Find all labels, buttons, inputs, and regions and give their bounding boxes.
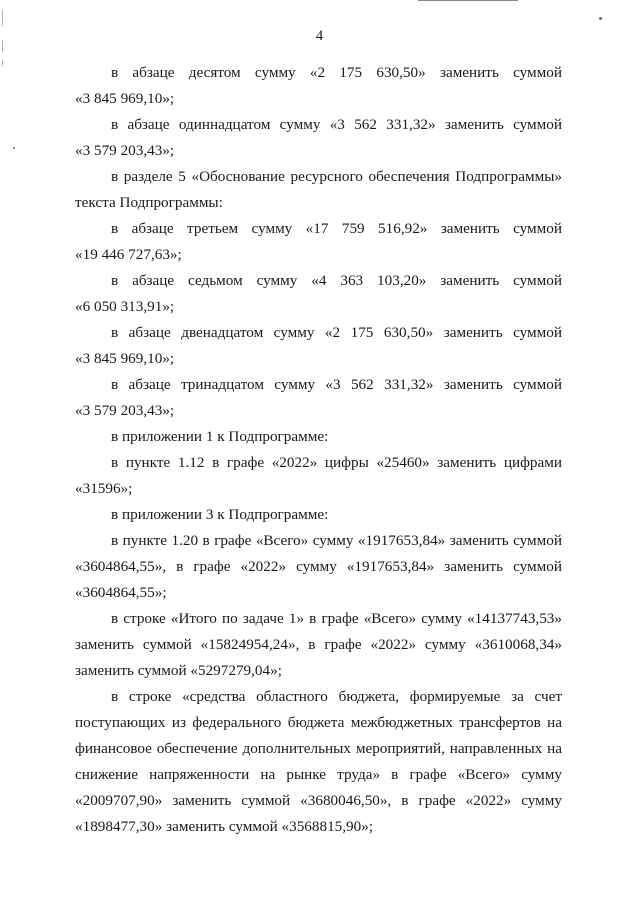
paragraph-line: в приложении 1 к Подпрограмме: [111, 428, 329, 445]
paragraph-line: снижение напряженности на рынке труда» в графе «Всего» сумму [75, 766, 562, 783]
paragraph-line: «3 579 203,43»; [75, 402, 175, 419]
paragraph [75, 450, 562, 502]
paragraph [75, 424, 562, 450]
paragraph-line: «6 050 313,91»; [75, 298, 175, 315]
paragraph-line: «3604864,55»; [75, 584, 167, 601]
paragraph-line: в разделе 5 «Обоснование ресурсного обеспечения Подпрограммы» [111, 168, 562, 185]
paragraph-line: заменить суммой «5297279,04»; [75, 662, 282, 679]
scan-edge-mark [2, 10, 3, 26]
paragraph-line: заменить суммой «15824954,24», в графе «2022» сумму «3610068,34» [75, 636, 562, 653]
paragraph-line: в абзаце тринадцатом сумму «3 562 331,32» заменить суммой [111, 376, 562, 393]
paragraph-line: в приложении 3 к Подпрограмме: [111, 506, 329, 523]
paragraph [75, 164, 562, 216]
document-body [75, 60, 562, 840]
paragraph-line: «3 845 969,10»; [75, 90, 175, 107]
paragraph-line: «3 845 969,10»; [75, 350, 175, 367]
paragraph [75, 502, 562, 528]
scan-edge-mark [2, 60, 3, 66]
paragraph [75, 216, 562, 268]
paragraph-line: «3 579 203,43»; [75, 142, 175, 159]
paragraph-line: «3604864,55», в графе «2022» сумму «1917653,84» заменить суммой [75, 558, 562, 575]
scan-speck [599, 17, 602, 20]
paragraph [75, 112, 562, 164]
paragraph-line: «2009707,90» заменить суммой «3680046,50», в графе «2022» сумму [75, 792, 562, 809]
paragraph-line: текста Подпрограммы: [75, 194, 223, 211]
paragraph [75, 268, 562, 320]
page-number: 4 [315, 28, 324, 44]
scan-edge-line [418, 0, 518, 1]
paragraph-line: поступающих из федерального бюджета межбюджетных трансфертов на [75, 714, 562, 731]
paragraph [75, 320, 562, 372]
paragraph-line: в абзаце одиннадцатом сумму «3 562 331,32» заменить суммой [111, 116, 562, 133]
paragraph [75, 606, 562, 684]
paragraph [75, 684, 562, 840]
paragraph-line: «31596»; [75, 480, 133, 497]
paragraph-line: в пункте 1.12 в графе «2022» цифры «25460» заменить цифрами [111, 454, 562, 471]
paragraph-line: в строке «средства областного бюджета, формируемые за счет [111, 688, 562, 705]
paragraph-line: «19 446 727,63»; [75, 246, 182, 263]
paragraph [75, 528, 562, 606]
paragraph [75, 372, 562, 424]
paragraph-line: в абзаце десятом сумму «2 175 630,50» заменить суммой [111, 64, 562, 81]
paragraph-line: в абзаце двенадцатом сумму «2 175 630,50» заменить суммой [111, 324, 562, 341]
paragraph-line: в абзаце седьмом сумму «4 363 103,20» заменить суммой [111, 272, 562, 289]
scan-speck [13, 147, 15, 149]
paragraph-line: финансовое обеспечение дополнительных мероприятий, направленных на [75, 740, 562, 757]
paragraph-line: в строке «Итого по задаче 1» в графе «Всего» сумму «14137743,53» [111, 610, 562, 627]
paragraph-line: в абзаце третьем сумму «17 759 516,92» заменить суммой [111, 220, 562, 237]
paragraph [75, 60, 562, 112]
paragraph-line: «1898477,30» заменить суммой «3568815,90»; [75, 818, 374, 835]
paragraph-line: в пункте 1.20 в графе «Всего» сумму «1917653,84» заменить суммой [111, 532, 562, 549]
